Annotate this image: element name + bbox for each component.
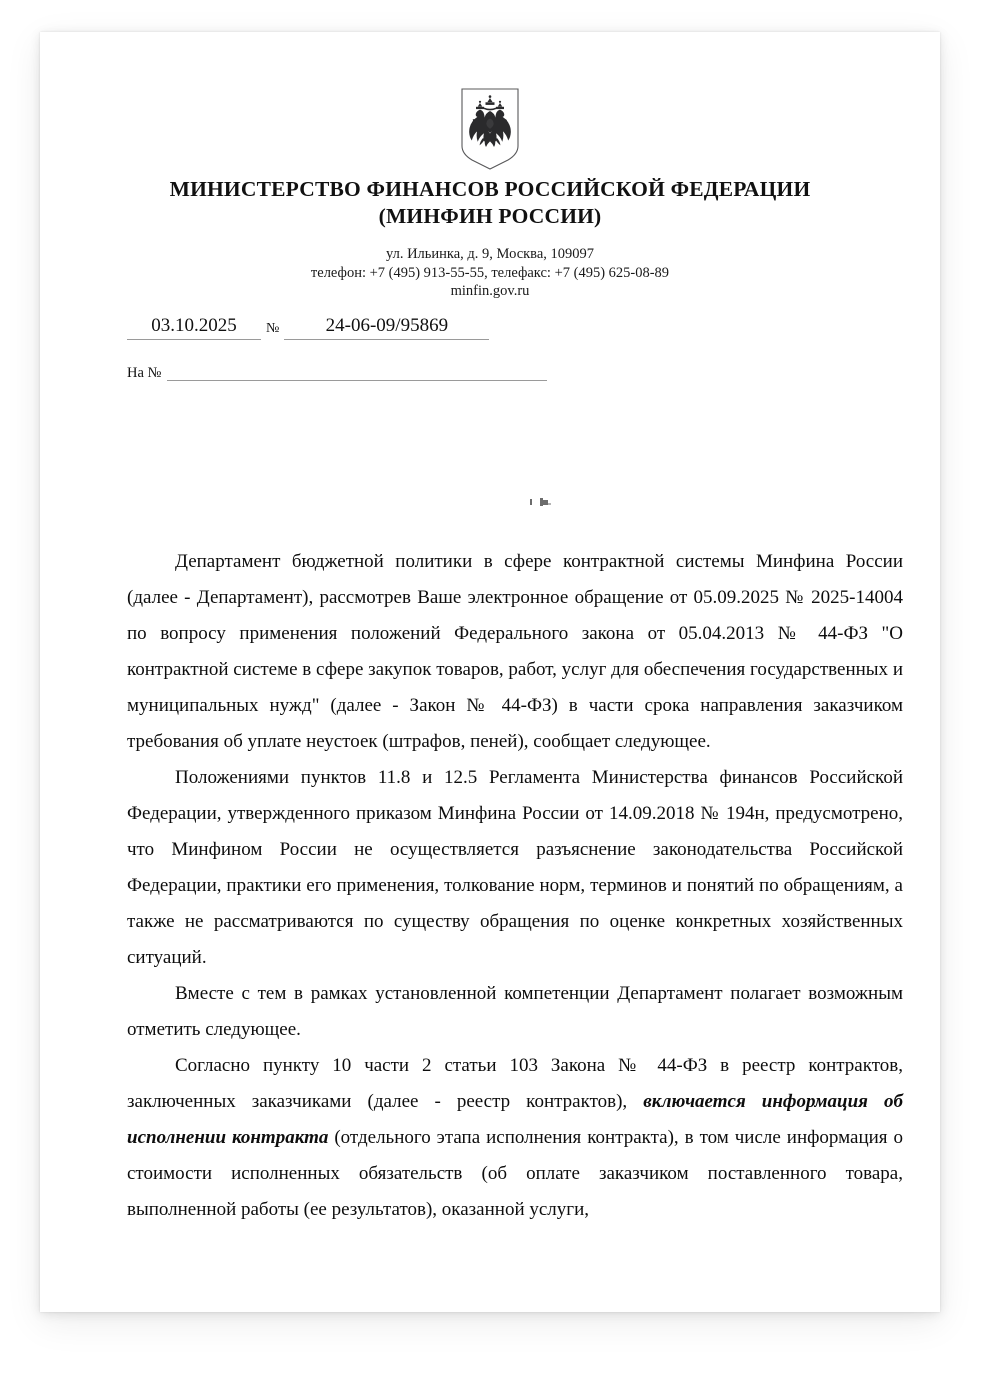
body-paragraph — [127, 544, 903, 760]
page-sheet — [40, 32, 940, 1312]
russian-coat-of-arms-icon — [459, 88, 521, 170]
body-paragraph — [127, 760, 903, 976]
paragraph-text: (отдельного этапа исполнения контракта), в том числе информация о стоимости исполненных обязательств (об оплате заказчиком поставленного товара, выполненной работы (ее результатов), оказанной услуги, — [127, 1127, 903, 1220]
document-page — [40, 32, 940, 1312]
letterhead-contacts — [40, 245, 940, 301]
ministry-title-line-2: (МИНФИН РОССИИ) — [378, 204, 602, 228]
address-line: ул. Ильинка, д. 9, Москва, 109097 — [385, 246, 595, 262]
paragraph-text: Департамент бюджетной политики в сфере контрактной системы Минфина России (далее - Департамент), рассмотрев Ваше электронное обращение от 05.09.2025 № 2025-14004 по вопросу применения положений Федерального закона от 05.04.2013 № 44-ФЗ "О контрактной системе в сфере закупок товаров, работ, услуг для обеспечения государственных и муниципальных нужд" (далее - Закон № 44-ФЗ) в части срока направления заказчиком требования об уплате неустоек (штрафов, пеней), сообщает следующее. — [127, 551, 903, 752]
incoming-reference-row — [127, 358, 547, 384]
paragraph-text: Вместе с тем в рамках установленной компетенции Департамент полагает возможным отметить следующее. — [127, 983, 903, 1040]
body-paragraph — [127, 1048, 903, 1228]
incoming-reference-line — [167, 379, 547, 381]
body-paragraph — [127, 976, 903, 1048]
ministry-title-line-1: МИНИСТЕРСТВО ФИНАНСОВ РОССИЙСКОЙ ФЕДЕРАЦИИ — [169, 177, 811, 201]
document-number: 24-06-09/95869 — [284, 313, 489, 340]
reference-block — [127, 310, 547, 384]
outgoing-reference-row — [127, 310, 547, 340]
letter-body — [127, 544, 903, 1228]
phone-line: телефон: +7 (495) 913-55-55, телефакс: +7 (495) 625-08-89 — [310, 264, 670, 281]
paragraph-text: Положениями пунктов 11.8 и 12.5 Регламента Министерства финансов Российской Федерации, утвержденного приказом Минфина России от 14.09.2018 № 194н, предусмотрено, что Минфином России не осуществляется разъяснение законодательства Российской Федерации, практики его применения, толкование норм, терминов и понятий по обращениям, а также не рассматриваются по существу обращения по оценке конкретных хозяйственных ситуаций. — [127, 767, 903, 968]
scan-artifact-smudge — [530, 498, 552, 508]
emphasised-text: включается информация об исполнении контракта — [127, 1091, 903, 1148]
incoming-reference-label: На № — [127, 365, 162, 381]
website-line: minfin.gov.ru — [450, 283, 530, 299]
ministry-title — [40, 176, 940, 230]
number-symbol-label: № — [266, 321, 280, 336]
document-date: 03.10.2025 — [127, 313, 261, 340]
paragraph-text: Согласно пункту 10 части 2 статьи 103 Закона № 44-ФЗ в реестр контрактов, заключенных заказчиками (далее - реестр контрактов), — [127, 1055, 903, 1112]
